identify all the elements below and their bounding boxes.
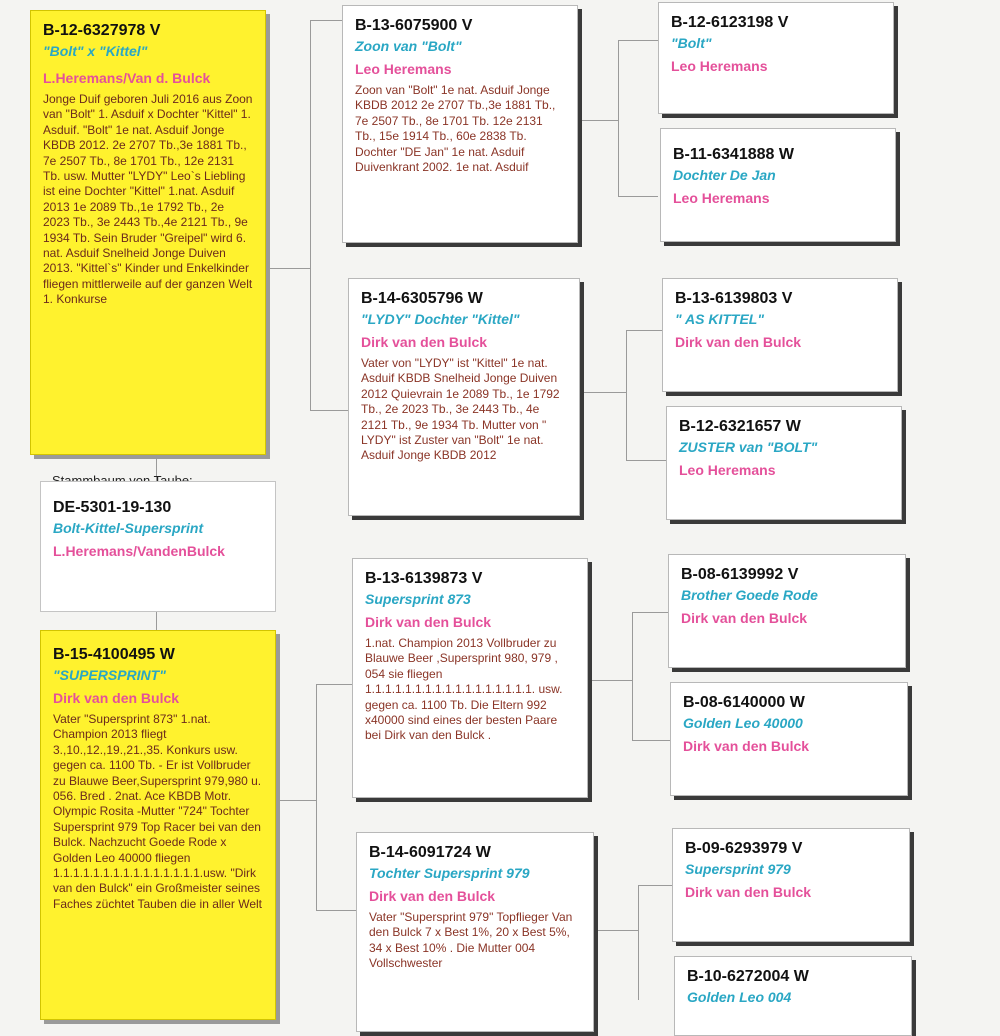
- great-grandparent-card: [672, 828, 910, 942]
- connector-line: [276, 800, 316, 801]
- pigeon-description: Jonge Duif geboren Juli 2016 aus Zoon van "Bolt" 1. Asduif x Dochter "Kittel" 1. Asduif. "Bolt" 1e nat. Asduif Jonge KBDB 2012. 2e 2707 Tb.,3e 1881 Tb., 7e 2507 Tb., 8e 1701 Tb., 12e 2131 Tb. usw. Mutter "LYDY" Leo`s Liebling ist eine Dochter "Kittel" 1.nat. Asduif 2013 1e 2089 Tb.,1e 1792 Tb., 2e 2023 Tb., 3e 2443 Tb.,4e 2121 Tb., 9e 1934 Tb. Sein Bruder "Greipel" wird 6. nat. Asduif Snelheid Jonge Duiven 2013. "Kittel`s" Kinder und Enkelkinder fliegen mittlerweile auf der ganzen Welt 1. Konkurse: [43, 92, 253, 307]
- breeder-name: Dirk van den Bulck: [681, 610, 808, 626]
- breeder-name: Dirk van den Bulck: [369, 888, 496, 904]
- pigeon-name: "SUPERSPRINT": [53, 667, 166, 683]
- connector-line: [316, 910, 356, 911]
- pigeon-name: Golden Leo 004: [687, 989, 792, 1005]
- pigeon-name: Brother Goede Rode: [681, 587, 818, 603]
- pigeon-description: 1.nat. Champion 2013 Vollbruder zu Blauwe Beer ,Supersprint 980, 979 , 054 sie fliegen 1.1.1.1.1.1.1.1.1.1.1.1.1.1.1.1.1. usw. gegen ca. 1100 Tb. Die Eltern 992 x40000 sind eines der besten Paare bei Dirk van den Bulck .: [365, 636, 563, 743]
- breeder-name: Leo Heremans: [673, 190, 770, 206]
- breeder-name: L.Heremans/VandenBulck: [53, 543, 225, 559]
- connector-line: [594, 930, 638, 931]
- ring-number: B-08-6140000 W: [683, 694, 805, 711]
- pigeon-name: Golden Leo 40000: [683, 715, 803, 731]
- pigeon-name: "Bolt" x "Kittel": [43, 43, 148, 59]
- pigeon-name: "LYDY" Dochter "Kittel": [361, 311, 520, 327]
- grandparent-card-dam-sire: [352, 558, 588, 798]
- breeder-name: Dirk van den Bulck: [53, 690, 180, 706]
- great-grandparent-card: [668, 554, 906, 668]
- breeder-name: Leo Heremans: [671, 58, 768, 74]
- ring-number: B-12-6321657 W: [679, 418, 801, 435]
- connector-line: [638, 885, 639, 1000]
- ring-number: B-14-6305796 W: [361, 290, 483, 307]
- breeder-name: Leo Heremans: [679, 462, 776, 478]
- ring-number: B-09-6293979 V: [685, 840, 803, 857]
- great-grandparent-card: [670, 682, 908, 796]
- ring-number: B-15-4100495 W: [53, 646, 175, 663]
- connector-line: [618, 40, 619, 196]
- connector-line: [632, 612, 633, 740]
- connector-line: [316, 684, 352, 685]
- breeder-name: Dirk van den Bulck: [685, 884, 812, 900]
- connector-line: [618, 196, 658, 197]
- connector-line: [632, 612, 668, 613]
- ring-number: B-13-6139803 V: [675, 290, 793, 307]
- connector-line: [638, 885, 672, 886]
- connector-line: [156, 612, 157, 630]
- grandparent-card-dam-dam: [356, 832, 594, 1032]
- breeder-name: Leo Heremans: [355, 61, 452, 77]
- ring-number: B-12-6123198 V: [671, 14, 789, 31]
- ring-number: B-10-6272004 W: [687, 968, 809, 985]
- connector-line: [578, 120, 618, 121]
- pigeon-name: Bolt-Kittel-Supersprint: [53, 520, 204, 536]
- connector-line: [632, 740, 670, 741]
- pigeon-description: Vater von "LYDY" ist "Kittel" 1e nat. Asduif KBDB Snelheid Jonge Duiven 2012 Quievrain 1e 2089 Tb., 1e 1792 Tb., 2e 2023 Tb., 3e 2443 Tb., 4e 2121 Tb., 9e 1934 Tb. Mutter von " LYDY" ist Zuster van "Bolt" 1e nat. Asduif Jonge KBDB 2012: [361, 356, 560, 463]
- pigeon-description: Vater "Supersprint 873" 1.nat. Champion 2013 fliegt 3.,10.,12.,19.,21.,35. Konkurs usw. gegen ca. 1100 Tb. - Er ist Vollbruder zu Blauwe Beer,Supersprint 979,980 u. 056. Bred . 2nat. Ace KBDB Motr. Olympic Rosita -Mutter "724" Tochter Supersprint 979 Top Racer bei van den Bulck. Nachzucht Goede Rode x Golden Leo 40000 fliegen 1.1.1.1.1.1.1.1.1.1.1.1.1.1.1.usw. "Dirk van den Bulck" ein Großmeister seines Faches züchtet Tauben die in aller Welt: [53, 712, 263, 911]
- dam-card: [40, 630, 276, 1020]
- pigeon-name: Dochter De Jan: [673, 167, 776, 183]
- connector-line: [310, 20, 311, 410]
- pigeon-description: Zoon van "Bolt" 1e nat. Asduif Jonge KBDB 2012 2e 2707 Tb.,3e 1881 Tb., 7e 2507 Tb., 8e 1701 Tb. 12e 2131 Tb., 15e 1914 Tb., 60e 2838 Tb. Dochter "DE Jan" 1e nat. Asduif Duivenkrant 2002. 1e nat. Asduif: [355, 83, 556, 175]
- great-grandparent-card: [666, 406, 902, 520]
- pigeon-name: Supersprint 873: [365, 591, 471, 607]
- pigeon-name: Tochter Supersprint 979: [369, 865, 530, 881]
- great-grandparent-card: [662, 278, 898, 392]
- ring-number: B-14-6091724 W: [369, 844, 491, 861]
- connector-line: [626, 330, 627, 460]
- pigeon-name: " AS KITTEL": [675, 311, 764, 327]
- pigeon-name: ZUSTER van "BOLT": [679, 439, 818, 455]
- connector-line: [626, 330, 662, 331]
- connector-line: [618, 40, 658, 41]
- great-grandparent-card: [674, 956, 912, 1036]
- connector-line: [316, 684, 317, 910]
- connector-line: [588, 680, 632, 681]
- connector-line: [310, 410, 348, 411]
- great-grandparent-card: [660, 128, 896, 242]
- connector-line: [266, 268, 310, 269]
- grandparent-card-sire-sire: [342, 5, 578, 243]
- pigeon-description: Vater "Supersprint 979" Topflieger Van den Bulck 7 x Best 1%, 20 x Best 5%, 34 x Best 10% . Die Mutter 004 Vollschwester: [369, 910, 573, 971]
- pigeon-name: Supersprint 979: [685, 861, 791, 877]
- grandparent-card-sire-dam: [348, 278, 580, 516]
- sire-card: [30, 10, 266, 455]
- ring-number: B-13-6075900 V: [355, 17, 473, 34]
- ring-number: B-12-6327978 V: [43, 22, 161, 39]
- great-grandparent-card: [658, 2, 894, 114]
- subject-card: [40, 481, 276, 612]
- ring-number: B-08-6139992 V: [681, 566, 799, 583]
- breeder-name: Dirk van den Bulck: [365, 614, 492, 630]
- ring-number: B-13-6139873 V: [365, 570, 483, 587]
- pigeon-name: "Bolt": [671, 35, 712, 51]
- ring-number: B-11-6341888 W: [673, 146, 794, 163]
- connector-line: [626, 460, 666, 461]
- breeder-name: Dirk van den Bulck: [675, 334, 802, 350]
- pigeon-name: Zoon van "Bolt": [355, 38, 462, 54]
- breeder-name: Dirk van den Bulck: [683, 738, 810, 754]
- connector-line: [580, 392, 626, 393]
- ring-number: DE-5301-19-130: [53, 499, 172, 516]
- breeder-name: L.Heremans/Van d. Bulck: [43, 70, 211, 86]
- breeder-name: Dirk van den Bulck: [361, 334, 488, 350]
- connector-line: [310, 20, 342, 21]
